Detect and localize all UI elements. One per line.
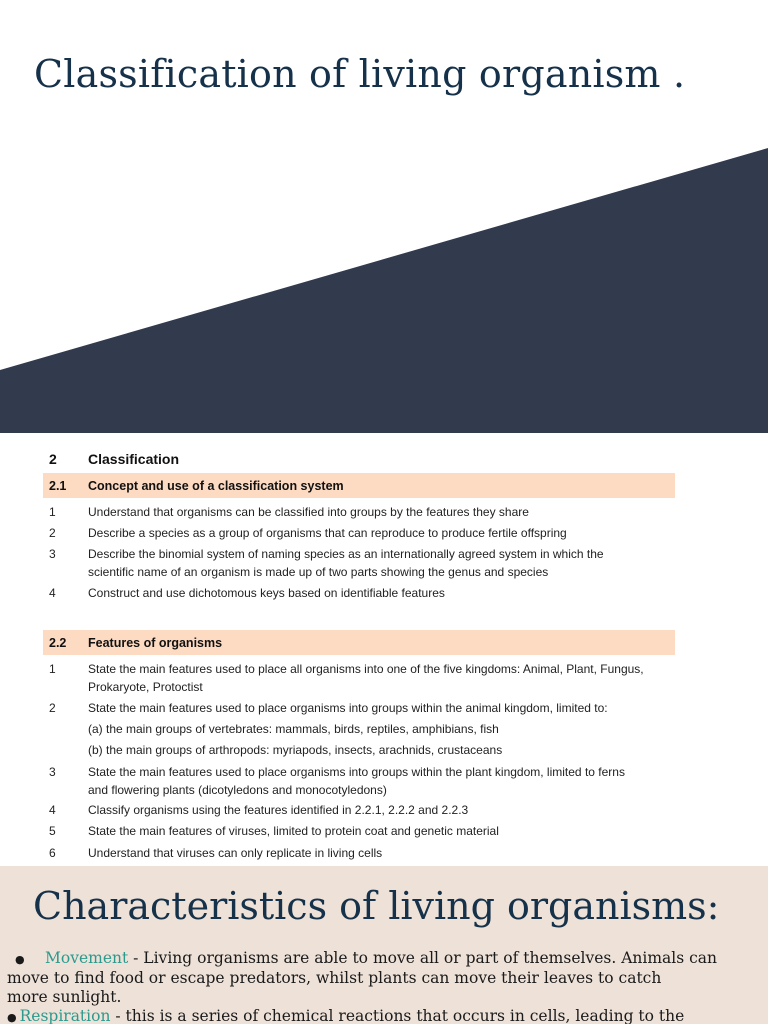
subitem-text: (a) the main groups of vertebrates: mammals, birds, reptiles, amphibians, fish <box>88 722 499 736</box>
bullet-marker: ● <box>15 953 25 966</box>
item-number: 1 <box>49 662 56 676</box>
item-text: Understand that organisms can be classified into groups by the features they share <box>88 505 529 519</box>
section-title: Classification <box>88 451 180 467</box>
item-text: Understand that viruses can only replicate in living cells <box>88 846 383 860</box>
item-text-line: and flowering plants (dicotyledons and monocotyledons) <box>88 783 387 797</box>
item-text-line: State the main features used to place all organisms into one of the five kingdoms: Animal, Plant, Fungus, <box>88 662 644 676</box>
bullet-marker: ● <box>7 1011 17 1024</box>
item-text-line: State the main features used to place organisms into groups within the plant kingdom, limited to ferns <box>88 765 625 779</box>
bullet-respiration <box>7 1007 757 1024</box>
item-text-line: Prokaryote, Protoctist <box>88 680 203 694</box>
characteristics-title: Characteristics of living organisms: <box>33 884 720 928</box>
term-respiration: Respiration <box>19 1007 111 1024</box>
syllabus-excerpt <box>0 433 768 866</box>
item-text: Classify organisms using the features identified in 2.2.1, 2.2.2 and 2.2.3 <box>88 803 469 817</box>
item-text <box>88 763 673 799</box>
subsection-number: 2.1 <box>49 479 67 493</box>
subsection-heading-2-2 <box>43 630 675 655</box>
bullet-movement <box>7 949 757 969</box>
bullet-text-line: more sunlight. <box>7 988 122 1006</box>
item-text-line: scientific name of an organism is made up of two parts showing the genus and species <box>88 565 549 579</box>
term-movement: Movement <box>45 949 129 967</box>
subsection-number: 2.2 <box>49 636 67 650</box>
item-number: 2 <box>49 701 56 715</box>
item-number: 3 <box>49 547 56 561</box>
item-number: 5 <box>49 824 56 838</box>
subsection-heading-2-1 <box>43 473 675 498</box>
slide-title: Classification of living organism . <box>34 52 686 96</box>
decorative-banner <box>0 148 768 433</box>
subitem-text: (b) the main groups of arthropods: myriapods, insects, arachnids, crustaceans <box>88 743 503 757</box>
item-number: 4 <box>49 586 56 600</box>
item-text <box>88 545 673 581</box>
characteristics-panel <box>0 866 768 1024</box>
item-text: State the main features of viruses, limited to protein coat and genetic material <box>88 824 499 838</box>
bullet-text: - Living organisms are able to move all or part of themselves. Animals can <box>128 949 718 967</box>
item-number: 2 <box>49 526 56 540</box>
bullet-text-line: move to find food or escape predators, whilst plants can move their leaves to catch <box>7 969 662 987</box>
item-text: Construct and use dichotomous keys based on identifiable features <box>88 586 445 600</box>
item-number: 3 <box>49 765 56 779</box>
item-text: Describe a species as a group of organisms that can reproduce to produce fertile offspring <box>88 526 567 540</box>
section-number: 2 <box>49 451 57 467</box>
item-text: State the main features used to place organisms into groups within the animal kingdom, limited to: <box>88 701 608 715</box>
item-text <box>88 660 673 696</box>
item-text-line: Describe the binomial system of naming species as an internationally agreed system in which the <box>88 547 604 561</box>
subsection-title: Concept and use of a classification system <box>88 479 344 493</box>
item-number: 4 <box>49 803 56 817</box>
item-number: 6 <box>49 846 56 860</box>
characteristics-list <box>7 949 757 1024</box>
banner-diagonal-shape <box>0 148 768 433</box>
item-number: 1 <box>49 505 56 519</box>
bullet-text: - this is a series of chemical reactions that occurs in cells, leading to the <box>110 1007 685 1024</box>
subsection-title: Features of organisms <box>88 636 223 650</box>
